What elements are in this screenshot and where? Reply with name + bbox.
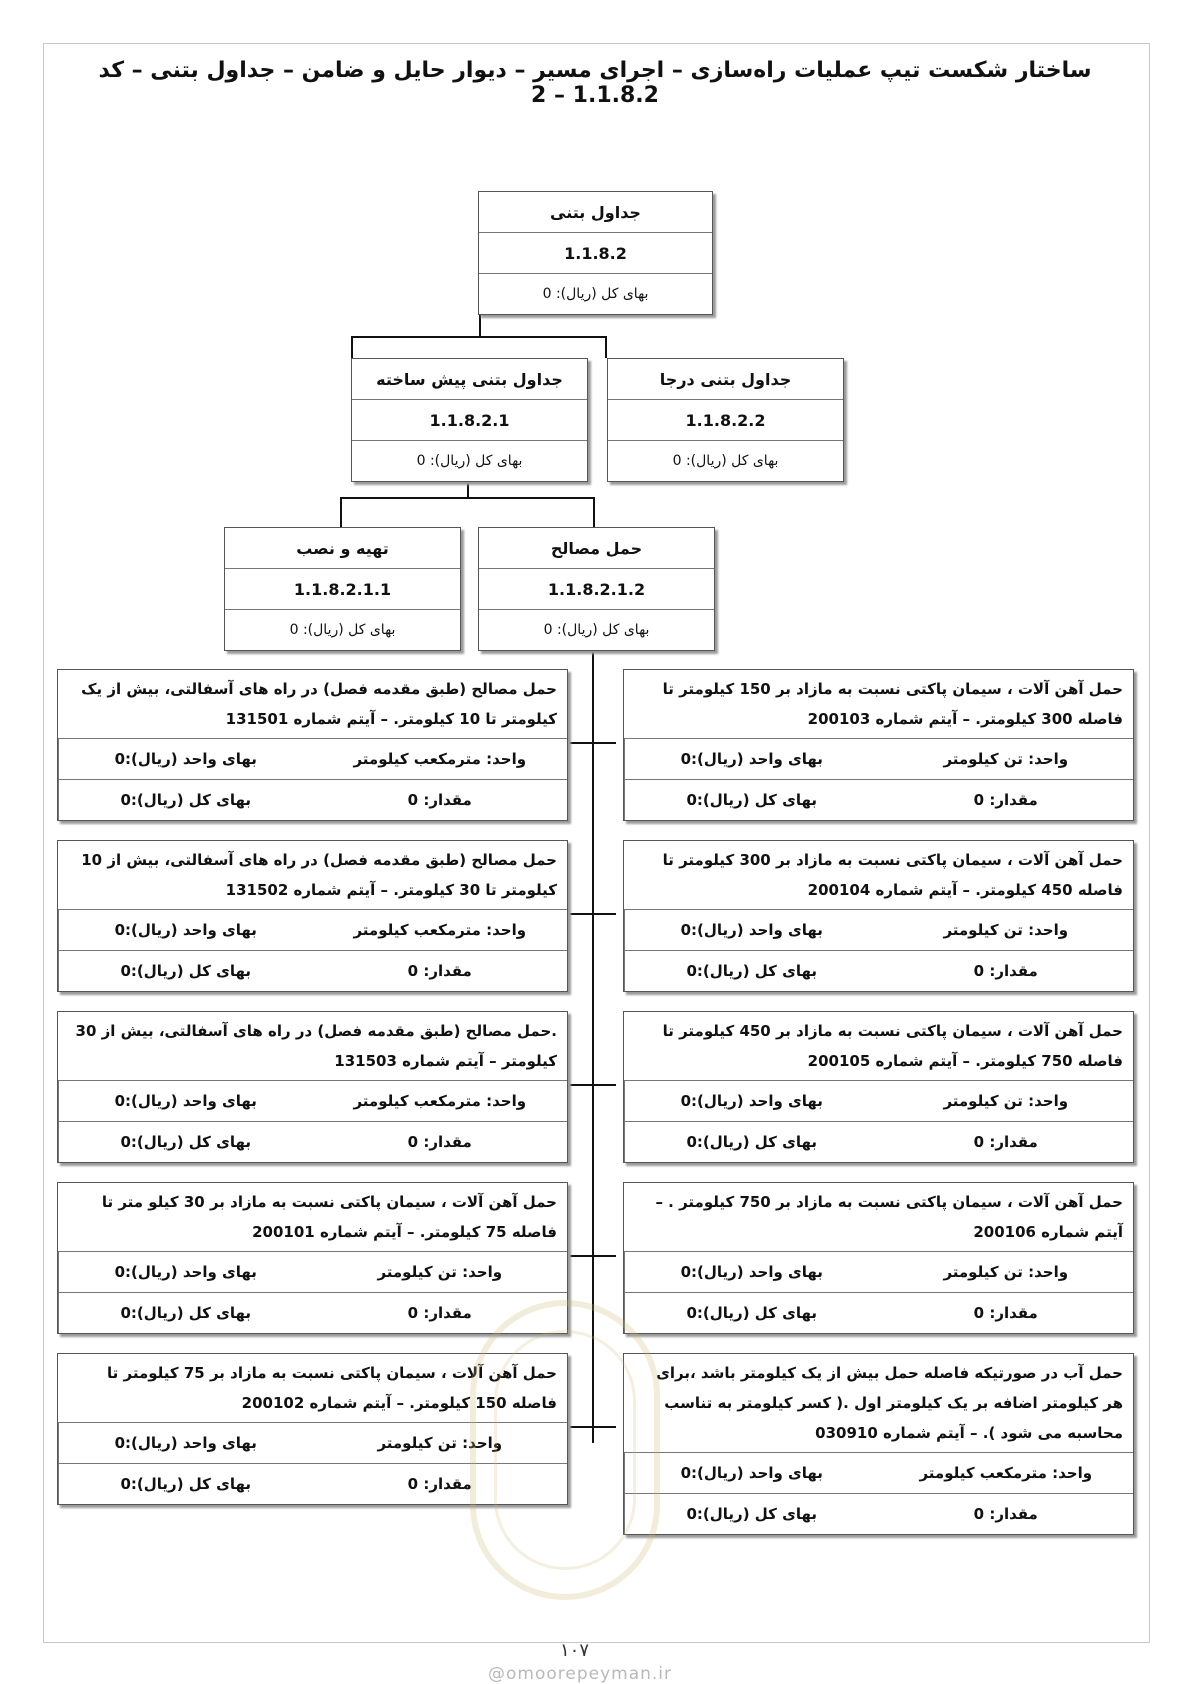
node-concrete-curbs[interactable] xyxy=(478,191,713,315)
node-cost: بهای کل (ریال): 0 xyxy=(542,286,649,302)
item-card[interactable] xyxy=(623,1011,1134,1163)
connector-level1-bar xyxy=(351,336,607,338)
item-card[interactable] xyxy=(57,1011,568,1163)
item-total: بهای کل (ریال):0 xyxy=(624,951,879,991)
item-description: حمل آب در صورتیکه فاصله حمل بیش از یک کیلومتر باشد ،برای هر کیلومتر اضافه بر یک کیلومتر اول .( کسر کیلومتر به تناسب محاسبه می شود ). – آیتم شماره 030910 xyxy=(624,1354,1133,1453)
item-unit-price: بهای واحد (ریال):0 xyxy=(624,1081,879,1122)
item-total: بهای کل (ریال):0 xyxy=(58,1464,313,1504)
item-quantity: مقدار: 0 xyxy=(973,791,1038,809)
item-total: بهای کل (ریال):0 xyxy=(624,1494,879,1534)
item-card[interactable] xyxy=(623,1353,1134,1535)
node-name: جداول بتنی درجا xyxy=(608,359,843,400)
item-description: حمل آهن آلات ، سیمان پاکتی نسبت به مازاد بر 300 کیلومتر تا فاصله 450 کیلومتر. – آیتم شماره 200104 xyxy=(624,841,1133,910)
item-description: حمل آهن آلات ، سیمان پاکتی نسبت به مازاد بر 150 کیلومتر تا فاصله 300 کیلومتر. – آیتم شماره 200103 xyxy=(624,670,1133,739)
item-quantity: مقدار: 0 xyxy=(407,962,472,980)
item-unit-price: بهای واحد (ریال):0 xyxy=(58,1423,313,1464)
page-title: ساختار شکست تیپ عملیات راه‌سازی – اجرای مسیر – دیوار حایل و ضامن – جداول بتنی – کد 1.1.8.2 – 2 xyxy=(98,58,1092,108)
item-card[interactable] xyxy=(57,669,568,821)
item-description: حمل آهن آلات ، سیمان پاکتی نسبت به مازاد بر 450 کیلومتر تا فاصله 750 کیلومتر. – آیتم شماره 200105 xyxy=(624,1012,1133,1081)
connector-trunk xyxy=(592,643,594,1443)
item-total: بهای کل (ریال):0 xyxy=(58,1122,313,1162)
node-code: 1.1.8.2 xyxy=(479,233,712,274)
node-cost: بهای کل (ریال): 0 xyxy=(543,622,650,638)
item-quantity: مقدار: 0 xyxy=(407,1304,472,1322)
node-name: تهیه و نصب xyxy=(225,528,460,569)
item-quantity: مقدار: 0 xyxy=(973,1304,1038,1322)
item-quantity: مقدار: 0 xyxy=(973,1133,1038,1151)
item-unit-price: بهای واحد (ریال):0 xyxy=(624,1453,879,1494)
watermark-url: @omoorepeyman.ir xyxy=(488,1664,673,1684)
item-unit-price: بهای واحد (ریال):0 xyxy=(58,1081,313,1122)
item-unit: واحد: تن کیلومتر xyxy=(879,1252,1134,1293)
connector-branch-2 xyxy=(570,913,616,915)
item-card[interactable] xyxy=(623,840,1134,992)
node-code: 1.1.8.2.1 xyxy=(352,400,587,441)
item-unit: واحد: مترمکعب کیلومتر xyxy=(313,1081,568,1122)
item-quantity: مقدار: 0 xyxy=(973,962,1038,980)
node-name: جداول بتنی xyxy=(479,192,712,233)
item-unit: واحد: تن کیلومتر xyxy=(313,1423,568,1464)
node-supply-install[interactable] xyxy=(224,527,461,651)
item-unit-price: بهای واحد (ریال):0 xyxy=(58,1252,313,1293)
node-code: 1.1.8.2.1.1 xyxy=(225,569,460,610)
item-unit: واحد: تن کیلومتر xyxy=(313,1252,568,1293)
node-code: 1.1.8.2.1.2 xyxy=(479,569,714,610)
connector-branch-1 xyxy=(570,742,616,744)
item-unit: واحد: مترمکعب کیلومتر xyxy=(313,910,568,951)
item-quantity: مقدار: 0 xyxy=(407,791,472,809)
item-card[interactable] xyxy=(57,1353,568,1505)
item-quantity: مقدار: 0 xyxy=(973,1505,1038,1523)
connector-level1-right xyxy=(605,336,607,358)
connector-branch-5 xyxy=(570,1426,616,1428)
connector-branch-3 xyxy=(570,1084,616,1086)
item-card[interactable] xyxy=(623,1182,1134,1334)
node-name: حمل مصالح xyxy=(479,528,714,569)
page-number: ۱۰۷ xyxy=(560,1640,590,1661)
item-total: بهای کل (ریال):0 xyxy=(58,780,313,820)
item-description: حمل آهن آلات ، سیمان پاکتی نسبت به مازاد بر 750 کیلومتر . – آیتم شماره 200106 xyxy=(624,1183,1133,1252)
item-description: حمل آهن آلات ، سیمان پاکتی نسبت به مازاد بر 75 کیلومتر تا فاصله 150 کیلومتر. – آیتم شماره 200102 xyxy=(58,1354,567,1423)
item-card[interactable] xyxy=(623,669,1134,821)
node-cost: بهای کل (ریال): 0 xyxy=(416,453,523,469)
node-name: جداول بتنی پیش ساخته xyxy=(352,359,587,400)
node-material-transport[interactable] xyxy=(478,527,715,651)
item-total: بهای کل (ریال):0 xyxy=(58,1293,313,1333)
connector-level2-bar xyxy=(340,497,595,499)
item-total: بهای کل (ریال):0 xyxy=(624,1293,879,1333)
item-quantity: مقدار: 0 xyxy=(407,1475,472,1493)
item-unit-price: بهای واحد (ریال):0 xyxy=(58,910,313,951)
item-total: بهای کل (ریال):0 xyxy=(624,1122,879,1162)
item-unit: واحد: مترمکعب کیلومتر xyxy=(879,1453,1134,1494)
item-card[interactable] xyxy=(57,1182,568,1334)
item-unit: واحد: مترمکعب کیلومتر xyxy=(313,739,568,780)
item-description: .حمل مصالح (طبق مقدمه فصل) در راه های آسفالتی، بیش از 30 کیلومتر – آیتم شماره 131503 xyxy=(58,1012,567,1081)
connector-branch-4 xyxy=(570,1255,616,1257)
item-unit-price: بهای واحد (ریال):0 xyxy=(624,1252,879,1293)
item-description: حمل مصالح (طبق مقدمه فصل) در راه های آسفالتی، بیش از 10 کیلومتر تا 30 کیلومتر. – آیتم شماره 131502 xyxy=(58,841,567,910)
connector-level2-left xyxy=(340,497,342,527)
item-card[interactable] xyxy=(57,840,568,992)
item-unit: واحد: تن کیلومتر xyxy=(879,910,1134,951)
item-description: حمل مصالح (طبق مقدمه فصل) در راه های آسفالتی، بیش از یک کیلومتر تا 10 کیلومتر. – آیتم شماره 131501 xyxy=(58,670,567,739)
node-code: 1.1.8.2.2 xyxy=(608,400,843,441)
item-unit-price: بهای واحد (ریال):0 xyxy=(58,739,313,780)
connector-level1-left xyxy=(351,336,353,358)
item-total: بهای کل (ریال):0 xyxy=(624,780,879,820)
node-cast-in-place-curbs[interactable] xyxy=(607,358,844,482)
item-quantity: مقدار: 0 xyxy=(407,1133,472,1151)
item-unit: واحد: تن کیلومتر xyxy=(879,739,1134,780)
item-total: بهای کل (ریال):0 xyxy=(58,951,313,991)
item-unit-price: بهای واحد (ریال):0 xyxy=(624,739,879,780)
node-cost: بهای کل (ریال): 0 xyxy=(289,622,396,638)
item-unit: واحد: تن کیلومتر xyxy=(879,1081,1134,1122)
node-precast-curbs[interactable] xyxy=(351,358,588,482)
node-cost: بهای کل (ریال): 0 xyxy=(672,453,779,469)
item-unit-price: بهای واحد (ریال):0 xyxy=(624,910,879,951)
item-description: حمل آهن آلات ، سیمان پاکتی نسبت به مازاد بر 30 کیلو متر تا فاصله 75 کیلومتر. – آیتم شماره 200101 xyxy=(58,1183,567,1252)
connector-level2-right xyxy=(593,497,595,527)
